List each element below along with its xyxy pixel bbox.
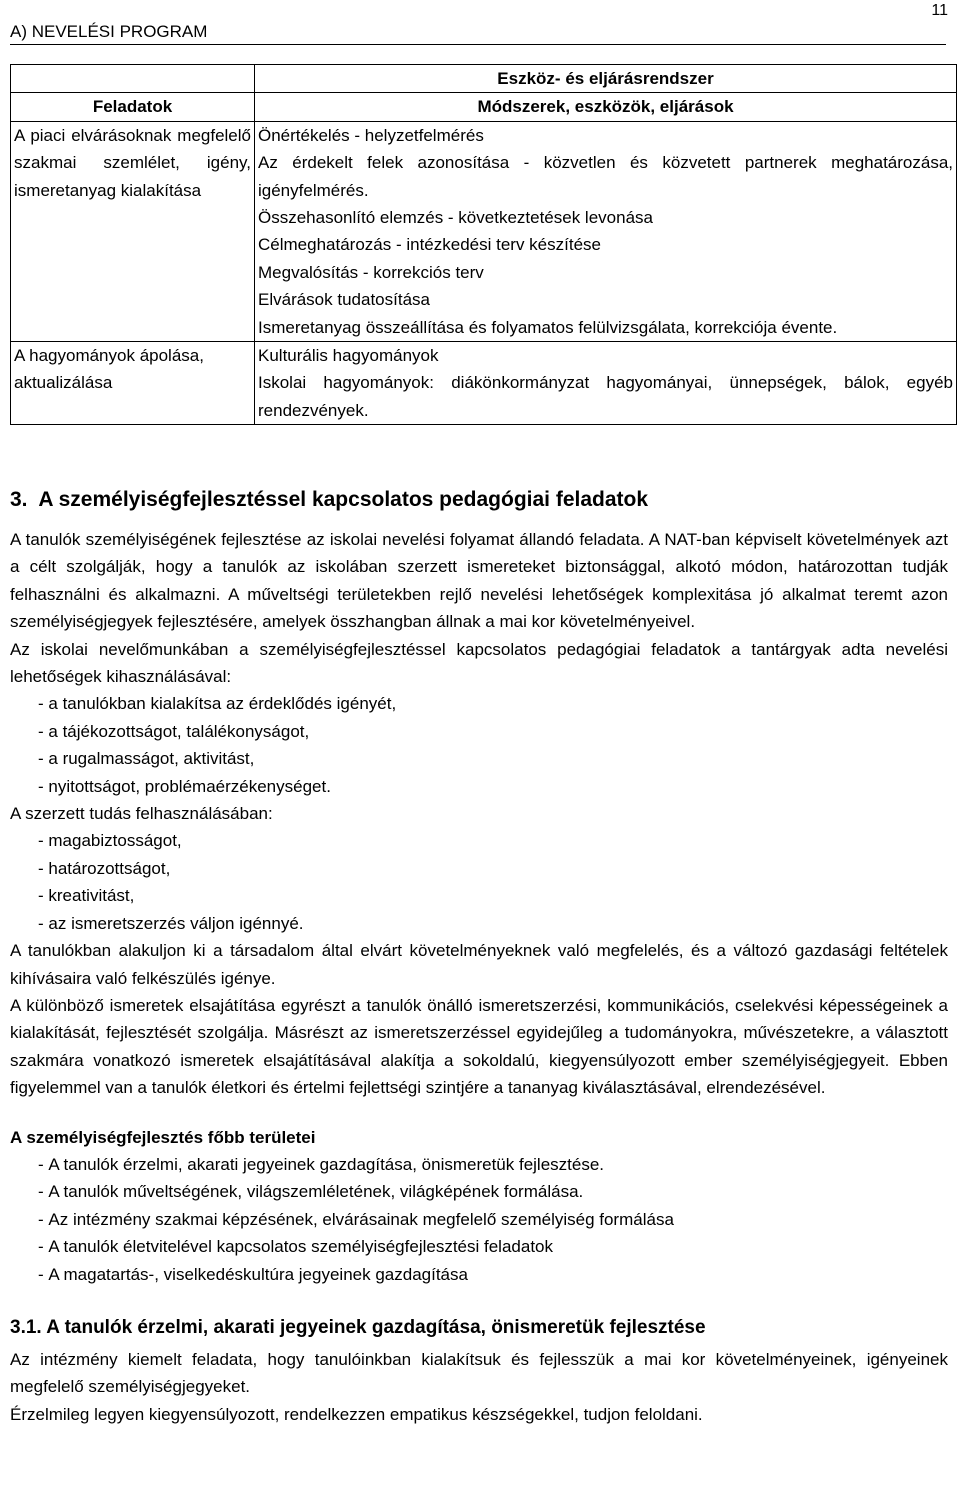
list-item: - a rugalmasságot, aktivitást, bbox=[38, 745, 948, 772]
list-item: - határozottságot, bbox=[38, 855, 948, 882]
section-number: 3. bbox=[10, 488, 28, 511]
paragraph: A tanulók személyiségének fejlesztése az iskolai nevelési folyamat állandó feladata. A NAT-ban képviselt követelmények azt a célt szolgálják, hogy a tanulók az iskolában szerzett ismereteket biztonsággal, alkotó módon, határozottan tudják felhasználni és alkalmazni. A műveltségi területekben rejlő nevelési lehetőségek komplexitása jó alkalmat teremt azon személyiségjegyek fejlesztésére, amelyek összhangban állnak a mai kor követelményeivel. bbox=[10, 530, 948, 632]
table-cell-task bbox=[11, 121, 255, 341]
running-header: A) NEVELÉSI PROGRAM bbox=[10, 22, 946, 45]
task-text: A piaci elvárásoknak megfelelő szakmai szemlélet, igény, ismeretanyag kialakítása bbox=[14, 125, 251, 200]
method-line: Célmeghatározás - intézkedési terv készítése bbox=[258, 235, 601, 255]
section-number: 3.1. bbox=[10, 1316, 42, 1338]
section-3-heading bbox=[10, 484, 948, 516]
list-item: - az ismeretszerzés váljon igénnyé. bbox=[38, 910, 948, 937]
paragraph: A szerzett tudás felhasználásában: bbox=[10, 804, 273, 824]
method-line: Összehasonlító elemzés - következtetések levonása bbox=[258, 208, 653, 228]
table-row bbox=[11, 342, 957, 425]
table-header-empty bbox=[11, 65, 255, 93]
method-line: Kulturális hagyományok bbox=[258, 346, 439, 366]
dash-list bbox=[10, 690, 948, 800]
table-header-methods: Módszerek, eszközök, eljárások bbox=[255, 93, 957, 121]
paragraph: Az intézmény kiemelt feladata, hogy tanulóinkban kialakítsuk és fejlesszük a mai kor követelményeinek, igényeinek megfelelő személyiségjegyeket. bbox=[10, 1349, 948, 1397]
method-line: Önértékelés - helyzetfelmérés bbox=[258, 125, 484, 145]
tasks-methods-table bbox=[10, 64, 957, 425]
list-item: - Az intézmény szakmai képzésének, elvárásainak megfelelő személyiség formálása bbox=[38, 1206, 948, 1233]
section-title: A személyiségfejlesztéssel kapcsolatos pedagógiai feladatok bbox=[38, 488, 649, 511]
list-item: - nyitottságot, problémaérzékenységet. bbox=[38, 773, 948, 800]
page-number: 11 bbox=[931, 2, 948, 19]
dash-list bbox=[10, 827, 948, 937]
task-text: A hagyományok ápolása, aktualizálása bbox=[14, 346, 204, 393]
paragraph: Érzelmileg legyen kiegyensúlyozott, rendelkezzen empatikus készségekkel, tudjon feloldani. bbox=[10, 1404, 703, 1424]
paragraph: A különböző ismeretek elsajátítása egyrészt a tanulók önálló ismeretszerzési, kommunikációs, cselekvési képességeinek a kialakítását, fejlesztését szolgálja. Másrészt az ismeretszerzéssel egyidejűleg a tudományokra, művészetekre, a választott szakmára vonatkozó ismeretek elsajátításával alakítja a sokoldalú, kiegyensúlyozott ember személyiségjegyeit. Ebben figyelemmel van a tanulók életkori és értelmi fejlettségi szintjére a tananyag kiválasztásával, elrendezésével. bbox=[10, 995, 948, 1098]
list-item: - A tanulók életvitelével kapcsolatos személyiségfejlesztési feladatok bbox=[38, 1233, 948, 1260]
table-header-tasks: Feladatok bbox=[11, 93, 255, 121]
areas-list bbox=[10, 1151, 948, 1288]
table-header-row-top bbox=[11, 65, 957, 93]
list-item: - magabiztosságot, bbox=[38, 827, 948, 854]
areas-title: A személyiségfejlesztés főbb területei bbox=[10, 1127, 316, 1147]
method-line: Ismeretanyag összeállítása és folyamatos felülvizsgálata, korrekciója évente. bbox=[258, 317, 838, 337]
spacer bbox=[10, 1288, 948, 1314]
table-cell-methods bbox=[255, 121, 957, 341]
paragraph: Az iskolai nevelőmunkában a személyiségfejlesztéssel kapcsolatos pedagógiai feladatok a tantárgyak adta nevelési lehetőségek kihasználásával: bbox=[10, 639, 948, 687]
table-cell-methods bbox=[255, 342, 957, 425]
method-line: Az érdekelt felek azonosítása - közvetlen és közvetett partnerek meghatározása, igényfelmérés. bbox=[258, 153, 953, 200]
main-content bbox=[10, 484, 948, 1428]
table-header-toolset: Eszköz- és eljárásrendszer bbox=[255, 65, 957, 93]
paragraph: A tanulókban alakuljon ki a társadalom által elvárt követelményeknek való megfelelés, és a változó gazdasági feltételek kihívásaira való felkészülés igénye. bbox=[10, 941, 948, 988]
list-item: - a tájékozottságot, találékonyságot, bbox=[38, 718, 948, 745]
list-item: - a tanulókban kialakítsa az érdeklődés igényét, bbox=[38, 690, 948, 717]
table-cell-task bbox=[11, 342, 255, 425]
method-line: Iskolai hagyományok: diákönkormányzat hagyományai, ünnepségek, bálok, egyéb rendezvények. bbox=[258, 373, 953, 420]
section-3-1-heading bbox=[10, 1314, 948, 1342]
list-item: - A magatartás-, viselkedéskultúra jegyeinek gazdagítása bbox=[38, 1261, 948, 1288]
table-header-row-sub bbox=[11, 93, 957, 121]
list-item: - A tanulók műveltségének, világszemléletének, világképének formálása. bbox=[38, 1178, 948, 1205]
list-item: - kreativitást, bbox=[38, 882, 948, 909]
list-item: - A tanulók érzelmi, akarati jegyeinek gazdagítása, önismeretük fejlesztése. bbox=[38, 1151, 948, 1178]
section-title: A tanulók érzelmi, akarati jegyeinek gazdagítása, önismeretük fejlesztése bbox=[46, 1316, 706, 1338]
method-line: Megvalósítás - korrekciós terv bbox=[258, 262, 484, 282]
table-row bbox=[11, 121, 957, 341]
spacer bbox=[10, 1102, 948, 1124]
method-line: Elvárások tudatosítása bbox=[258, 290, 430, 310]
